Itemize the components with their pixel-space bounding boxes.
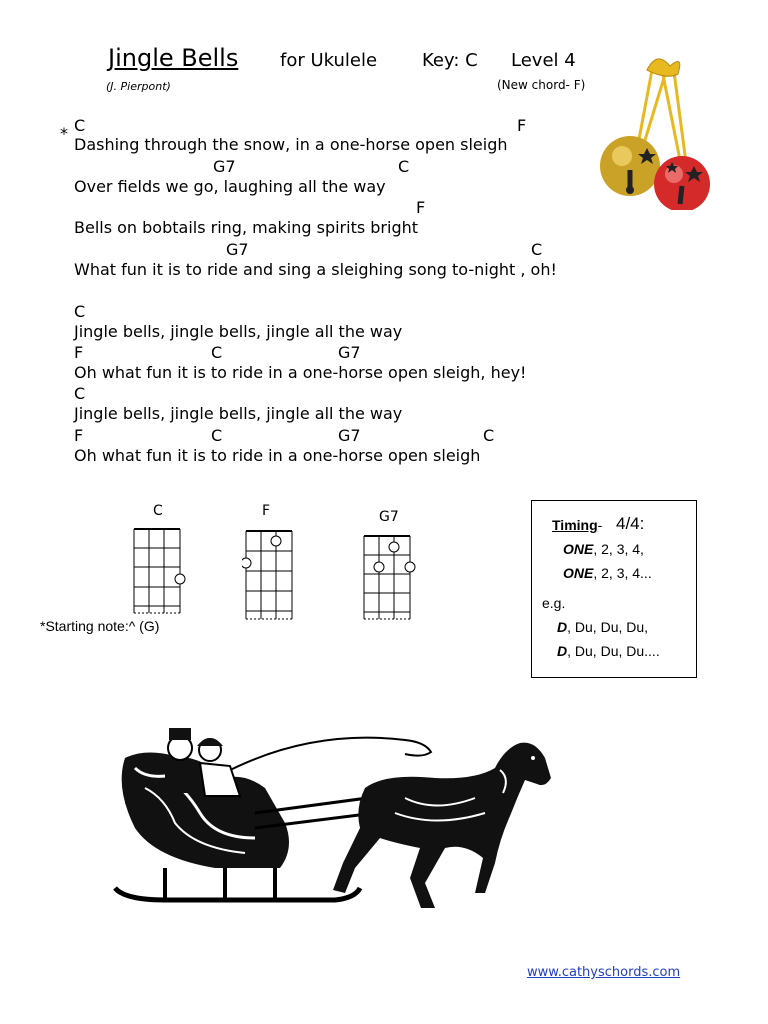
- chord-label: F: [74, 426, 84, 445]
- strum-line-2: [557, 643, 660, 659]
- chord-label: C: [74, 116, 86, 135]
- jingle-bells-icon: [592, 50, 722, 210]
- chord-label: F: [74, 343, 84, 362]
- timing-heading: [552, 517, 602, 533]
- strum-down: D: [557, 643, 568, 659]
- lyric-line: Dashing through the snow, in a one-horse open sleigh: [74, 135, 508, 154]
- chord-label: F: [517, 116, 527, 135]
- strum-rest: , Du, Du, Du....: [567, 643, 660, 659]
- count-one: ONE: [563, 541, 594, 557]
- chord-label: G7: [338, 343, 361, 362]
- strum-down: D: [557, 619, 568, 635]
- chord-label: G7: [226, 240, 249, 259]
- count-line-1: [563, 541, 644, 557]
- level-label: Level 4: [511, 50, 576, 71]
- timing-box: [531, 500, 697, 678]
- timing-label: Timing: [552, 517, 598, 533]
- chord-label: C: [74, 384, 86, 403]
- strum-line-1: [557, 619, 648, 635]
- lyric-line: Over fields we go, laughing all the way: [74, 177, 386, 196]
- author-credit: (J. Pierpont): [106, 80, 171, 93]
- example-label: e.g.: [542, 595, 566, 611]
- timing-meter: 4/4:: [616, 514, 645, 533]
- chord-diagram-label-c: C: [153, 503, 163, 519]
- chord-diagram-c: [130, 527, 186, 617]
- horse-sleigh-illustration: [105, 718, 555, 918]
- chord-diagram-label-g7: G7: [379, 509, 399, 525]
- timing-sep: -: [597, 517, 603, 533]
- start-marker: *: [60, 124, 68, 143]
- new-chord-note: (New chord- F): [497, 78, 586, 92]
- count-rest: , 2, 3, 4,: [593, 541, 644, 557]
- lyric-line: Bells on bobtails ring, making spirits bright: [74, 218, 419, 237]
- chord-diagram-f: [242, 527, 298, 623]
- song-title: Jingle Bells: [108, 44, 239, 72]
- chord-label: C: [74, 302, 86, 321]
- instrument-label: for Ukulele: [280, 50, 378, 71]
- chord-label: C: [483, 426, 495, 445]
- lyric-line: Oh what fun it is to ride in a one-horse open sleigh: [74, 446, 481, 465]
- count-one: ONE: [563, 565, 594, 581]
- chord-label: C: [398, 157, 410, 176]
- chord-label: C: [211, 343, 223, 362]
- website-link[interactable]: www.cathyschords.com: [527, 965, 681, 980]
- strum-rest: , Du, Du, Du,: [567, 619, 649, 635]
- lyric-line: Jingle bells, jingle bells, jingle all the way: [74, 404, 403, 423]
- chord-label: C: [211, 426, 223, 445]
- chord-label: G7: [338, 426, 361, 445]
- chord-diagram-label-f: F: [262, 503, 271, 519]
- chord-label: F: [416, 198, 426, 217]
- key-label: Key: C: [422, 50, 478, 71]
- chord-label: C: [531, 240, 543, 259]
- count-line-2: [563, 565, 652, 581]
- chord-label: G7: [213, 157, 236, 176]
- count-rest: , 2, 3, 4...: [593, 565, 652, 581]
- starting-note: *Starting note:^ (G): [40, 618, 160, 634]
- lyric-line: What fun it is to ride and sing a sleighing song to-night , oh!: [74, 260, 557, 279]
- chord-diagram-g7: [360, 533, 416, 623]
- lyric-line: Jingle bells, jingle bells, jingle all the way: [74, 322, 403, 341]
- lyric-line: Oh what fun it is to ride in a one-horse open sleigh, hey!: [74, 363, 527, 382]
